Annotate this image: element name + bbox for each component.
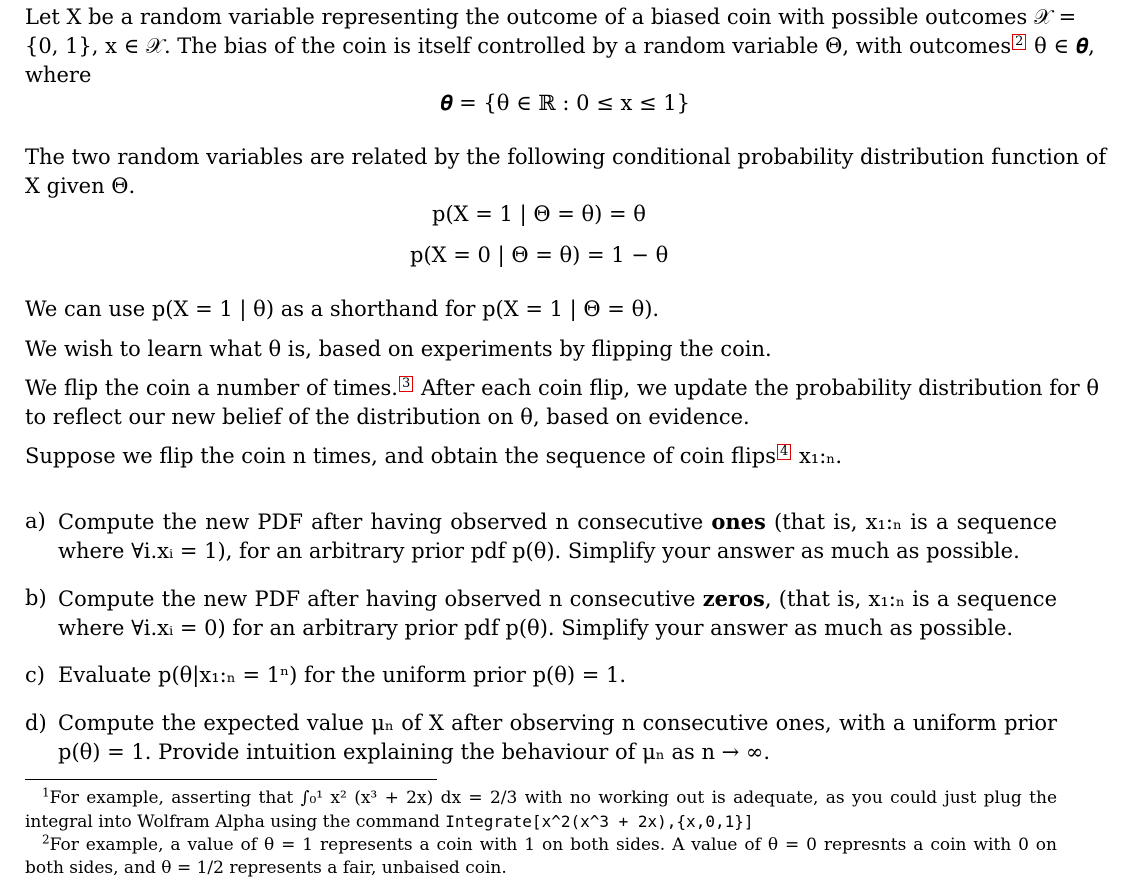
footnote-ref-4[interactable]: 4 (777, 444, 791, 460)
intro-line-3 (25, 61, 1057, 90)
question-bold: ones (711, 509, 766, 534)
intro-text-2: {0, 1}, x ∈ 𝒳. The bias of the coin is itself controlled by a random variable Θ, with outcomes (25, 34, 1012, 58)
conditional-equation-2: p(X = 0 | Θ = θ) = 1 − θ (410, 243, 669, 267)
conditional-equation-1: p(X = 1 | Θ = θ) = θ (432, 202, 646, 226)
question-b (25, 584, 1057, 643)
footnote-number: 1 (42, 785, 50, 800)
question-label: b) (25, 586, 47, 610)
footnote-2 (25, 834, 1057, 880)
question-label: a) (25, 509, 46, 533)
question-d (25, 709, 1057, 767)
question-text: Compute the new PDF after having observed n consecutive (58, 587, 703, 611)
footnote-number: 2 (42, 832, 50, 847)
question-label: c) (25, 663, 45, 687)
theta-set-equation: 𝜽 = {θ ∈ ℝ : 0 ≤ x ≤ 1} (439, 91, 691, 115)
footnote-code: Integrate[x^2(x^3 + 2x),{x,0,1}] (445, 812, 754, 831)
intro-text-3: where (25, 63, 92, 87)
question-c (25, 661, 1057, 690)
suppose-text-b: x₁:ₙ. (792, 444, 843, 468)
flip-text-1b: After each coin flip, we update the probability distribution for θ (414, 376, 1099, 400)
footnote-text: For example, asserting that ∫₀¹ x² (x³ + 2x) dx = 2/3 with no working out is adequate, as you could just plug the integral into Wolfram Alpha using the command (25, 788, 1057, 832)
flip-text-1: We flip the coin a number of times. (25, 376, 398, 400)
question-text: Compute the new PDF after having observed n consecutive (58, 510, 712, 534)
footnote-rule (25, 779, 437, 780)
intro-text-1: Let X be a random variable representing the outcome of a biased coin with possible outcomes 𝒳 = (25, 5, 1077, 29)
question-bold: zeros (702, 586, 765, 611)
relation-text-1: The two random variables are related by the following conditional probability distribution function of (25, 145, 1107, 169)
footnote-1 (25, 787, 1057, 834)
flip-line-1 (25, 374, 1099, 403)
question-text: Evaluate p(θ|x₁:ₙ = 1ⁿ) for the uniform prior p(θ) = 1. (58, 663, 627, 687)
relation-text-2: X given Θ. (25, 174, 136, 198)
suppose-text: Suppose we flip the coin n times, and obtain the sequence of coin flips (25, 444, 776, 468)
question-a (25, 507, 1057, 566)
question-text-post: (that is, x₁:ₙ is a sequence where ∀i.xᵢ = 1), for an arbitrary prior pdf p(θ). Simplify your answer as much as possible. (58, 510, 1058, 563)
shorthand-text: We can use p(X = 1 | θ) as a shorthand for p(X = 1 | Θ = θ). (25, 297, 660, 321)
suppose-line (25, 442, 1057, 471)
intro-text-2b: θ ∈ 𝜽, (1027, 34, 1095, 58)
footnote-text: For example, a value of θ = 1 represents a coin with 1 on both sides. A value of θ = 0 represnts a coin with 0 on both sides, and θ = 1/2 represents a fair, unbaised coin. (25, 835, 1057, 878)
flip-line-2: to reflect our new belief of the distribution on θ, based on evidence. (25, 405, 750, 429)
wish-text: We wish to learn what θ is, based on experiments by flipping the coin. (25, 337, 772, 361)
footnote-ref-2[interactable]: 2 (1012, 34, 1026, 50)
intro-line-2 (25, 32, 1095, 61)
intro-line-1 (25, 3, 1077, 32)
footnote-ref-3[interactable]: 3 (399, 376, 413, 392)
question-text: Compute the expected value μₙ of X after observing n consecutive ones, with a uniform prior p(θ) = 1. Provide intuition explaining the behaviour of μₙ as n → ∞. (58, 711, 1057, 764)
question-label: d) (25, 711, 47, 735)
question-text-post: , (that is, x₁:ₙ is a sequence where ∀i.xᵢ = 0) for an arbitrary prior pdf p(θ). Simplify your answer as much as possible. (58, 587, 1057, 640)
